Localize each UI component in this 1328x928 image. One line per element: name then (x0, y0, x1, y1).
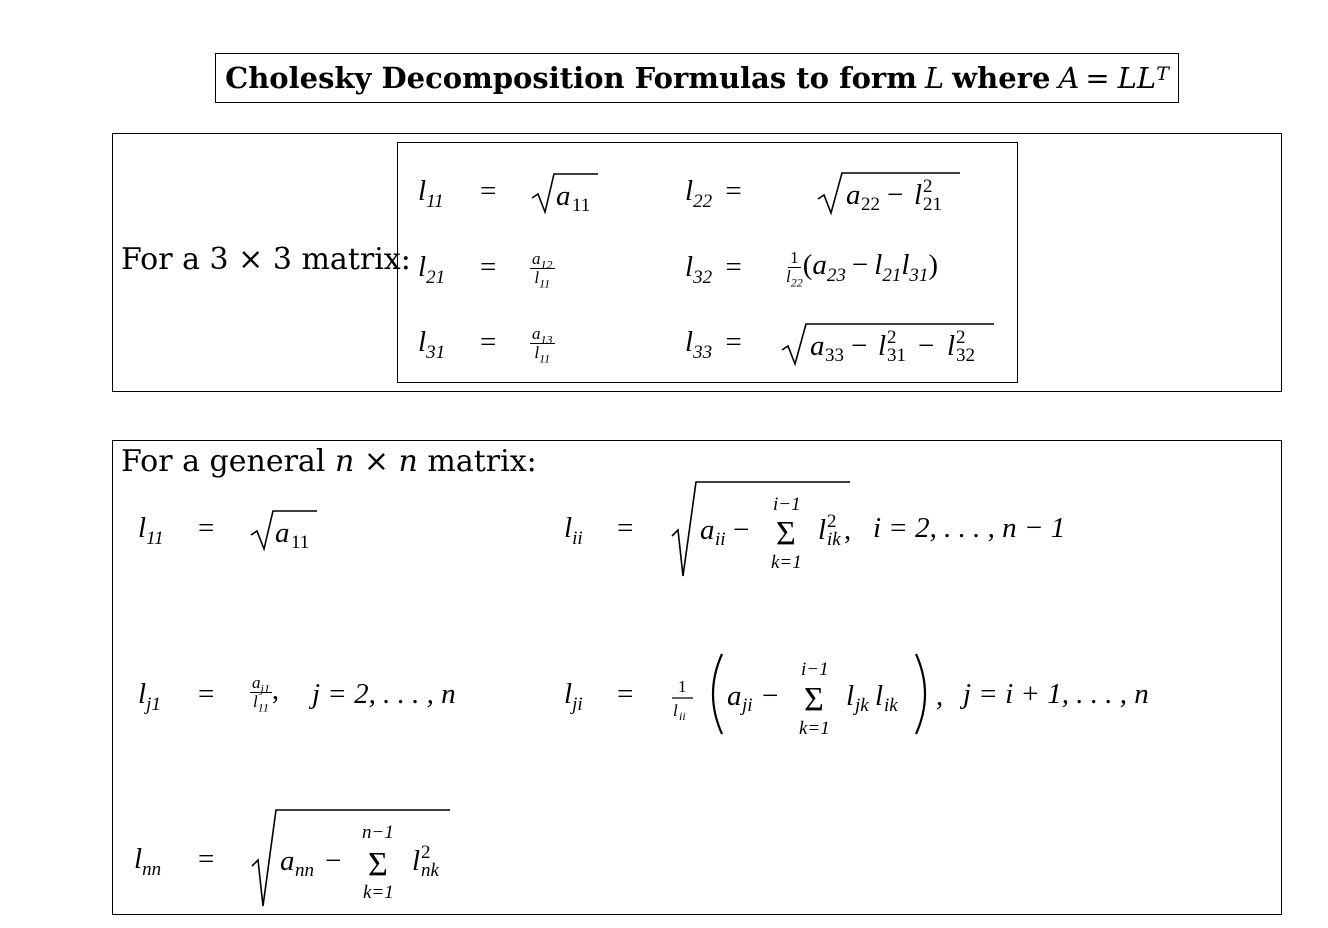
svg-text:2: 2 (887, 327, 897, 348)
label-general: For a general n × n matrix: (121, 444, 537, 479)
formula-l22-lhs: $l_{22}$ = (685, 175, 742, 212)
sqrt-icon (530, 170, 600, 216)
svg-text:i−1: i−1 (773, 494, 801, 515)
equals-sign: = (617, 512, 634, 544)
general-lj1-lhs: $l_{j1}$ (138, 678, 161, 715)
svg-text:32: 32 (956, 345, 975, 366)
formula-l31-lhs: $l_{31}$ (418, 326, 446, 363)
general-lnn-lhs: $l_{nn}$ (134, 843, 162, 880)
svg-text:i−1: i−1 (801, 659, 829, 680)
title-eq-rhs: LL (1117, 61, 1157, 95)
svg-text:2: 2 (827, 511, 837, 532)
formula-l31-rhs: $\frac{a_{13}}{l_{11}}$ (532, 324, 553, 366)
label-3x3: For a 3 × 3 matrix: (121, 242, 411, 277)
svg-text:−: − (733, 514, 750, 546)
equals-sign: = (480, 326, 497, 358)
svg-text:l: l (818, 514, 827, 546)
equals-sign: = (480, 251, 497, 283)
equals-sign: = (198, 843, 215, 875)
svg-text:l: l (947, 330, 956, 362)
svg-text:,: , (936, 680, 944, 712)
formula-l22-rhs (816, 167, 964, 225)
svg-text:nn: nn (295, 860, 314, 881)
title-where: where (952, 61, 1051, 95)
svg-text:a: a (810, 330, 825, 362)
svg-text:−: − (887, 179, 904, 211)
svg-text:l: l (673, 701, 678, 720)
svg-text:ik: ik (884, 695, 898, 716)
svg-text:a: a (700, 514, 715, 546)
svg-text:a: a (556, 180, 571, 212)
svg-text:11: 11 (572, 195, 591, 216)
svg-text:a: a (846, 179, 861, 211)
general-l11-rhs (249, 507, 319, 561)
svg-text:l: l (412, 845, 421, 877)
svg-text:31: 31 (887, 345, 906, 366)
equals-sign: = (198, 678, 215, 710)
formula-l33-lhs: $l_{33}$ = (685, 326, 742, 363)
svg-text:l: l (875, 680, 884, 712)
svg-text:a: a (280, 845, 295, 877)
formula-l21-rhs: $\frac{a_{12}}{l_{11}}$ (532, 249, 553, 291)
title-eq-lhs: A (1058, 61, 1080, 95)
page-title (215, 53, 1179, 103)
svg-text:k=1: k=1 (363, 882, 394, 903)
svg-text:a: a (275, 517, 290, 549)
range-i: i = 2, . . . , n − 1 (873, 512, 1066, 544)
svg-text:l: l (914, 179, 923, 211)
general-lnn-rhs (250, 806, 460, 918)
svg-text:22: 22 (861, 194, 880, 215)
svg-text:−: − (325, 845, 342, 877)
svg-text:a: a (727, 680, 742, 712)
formula-l32-rhs: $\frac{1}{l_{22}}$ $(a_{23} - l_{21}l_{31})$ (786, 248, 939, 290)
svg-text:ik: ik (827, 529, 841, 550)
svg-text:l: l (846, 680, 855, 712)
svg-text:ii: ii (715, 529, 726, 550)
svg-text:nk: nk (421, 860, 439, 881)
svg-text:jk: jk (855, 695, 869, 716)
equals-sign: = (198, 512, 215, 544)
svg-text:ii: ii (679, 709, 686, 723)
title-symbol: L (924, 61, 945, 95)
title-superscript: T (1156, 63, 1169, 85)
formula-l32-lhs: $l_{32}$ = (685, 251, 742, 288)
equals-sign: = (617, 678, 634, 710)
formula-l11-rhs (530, 170, 600, 224)
svg-text:21: 21 (923, 194, 942, 215)
svg-text:l: l (878, 330, 887, 362)
svg-text:Σ: Σ (804, 681, 824, 718)
formula-l21-lhs: $l_{21}$ (418, 251, 446, 288)
svg-text:2: 2 (421, 842, 431, 863)
svg-text:Σ: Σ (776, 515, 796, 552)
svg-text:2: 2 (923, 176, 933, 197)
equals-sign: = (480, 175, 497, 207)
general-lii-lhs: $l_{ii}$ (564, 512, 583, 549)
svg-text:11: 11 (291, 532, 310, 553)
range-j1: j = 2, . . . , n (312, 678, 456, 710)
general-lji-lhs: $l_{ji}$ (564, 678, 583, 715)
svg-text:1: 1 (678, 677, 687, 696)
svg-text:k=1: k=1 (771, 552, 802, 573)
general-lj1-rhs: $\frac{a_{j1}}{l_{11}}$ , (252, 673, 280, 715)
range-ji: j = i + 1, . . . , n (963, 678, 1149, 710)
formula-l11-lhs: $l_{11}$ (418, 175, 444, 212)
general-lii-rhs (670, 478, 860, 590)
formula-l33-rhs (780, 318, 1000, 376)
title-text: Cholesky Decomposition Formulas to form (225, 61, 917, 95)
svg-text:k=1: k=1 (799, 718, 830, 739)
svg-text:ji: ji (742, 695, 753, 716)
svg-text:n−1: n−1 (362, 822, 394, 843)
general-lji-rhs (670, 642, 960, 754)
title-eq-sign: = (1085, 61, 1110, 95)
general-l11-lhs: $l_{11}$ (138, 512, 164, 549)
svg-text:−: − (918, 330, 935, 362)
svg-text:−: − (851, 330, 868, 362)
svg-text:−: − (762, 680, 779, 712)
svg-text:33: 33 (825, 345, 844, 366)
svg-text:Σ: Σ (368, 846, 388, 883)
svg-text:2: 2 (956, 327, 966, 348)
svg-text:,: , (844, 514, 852, 546)
